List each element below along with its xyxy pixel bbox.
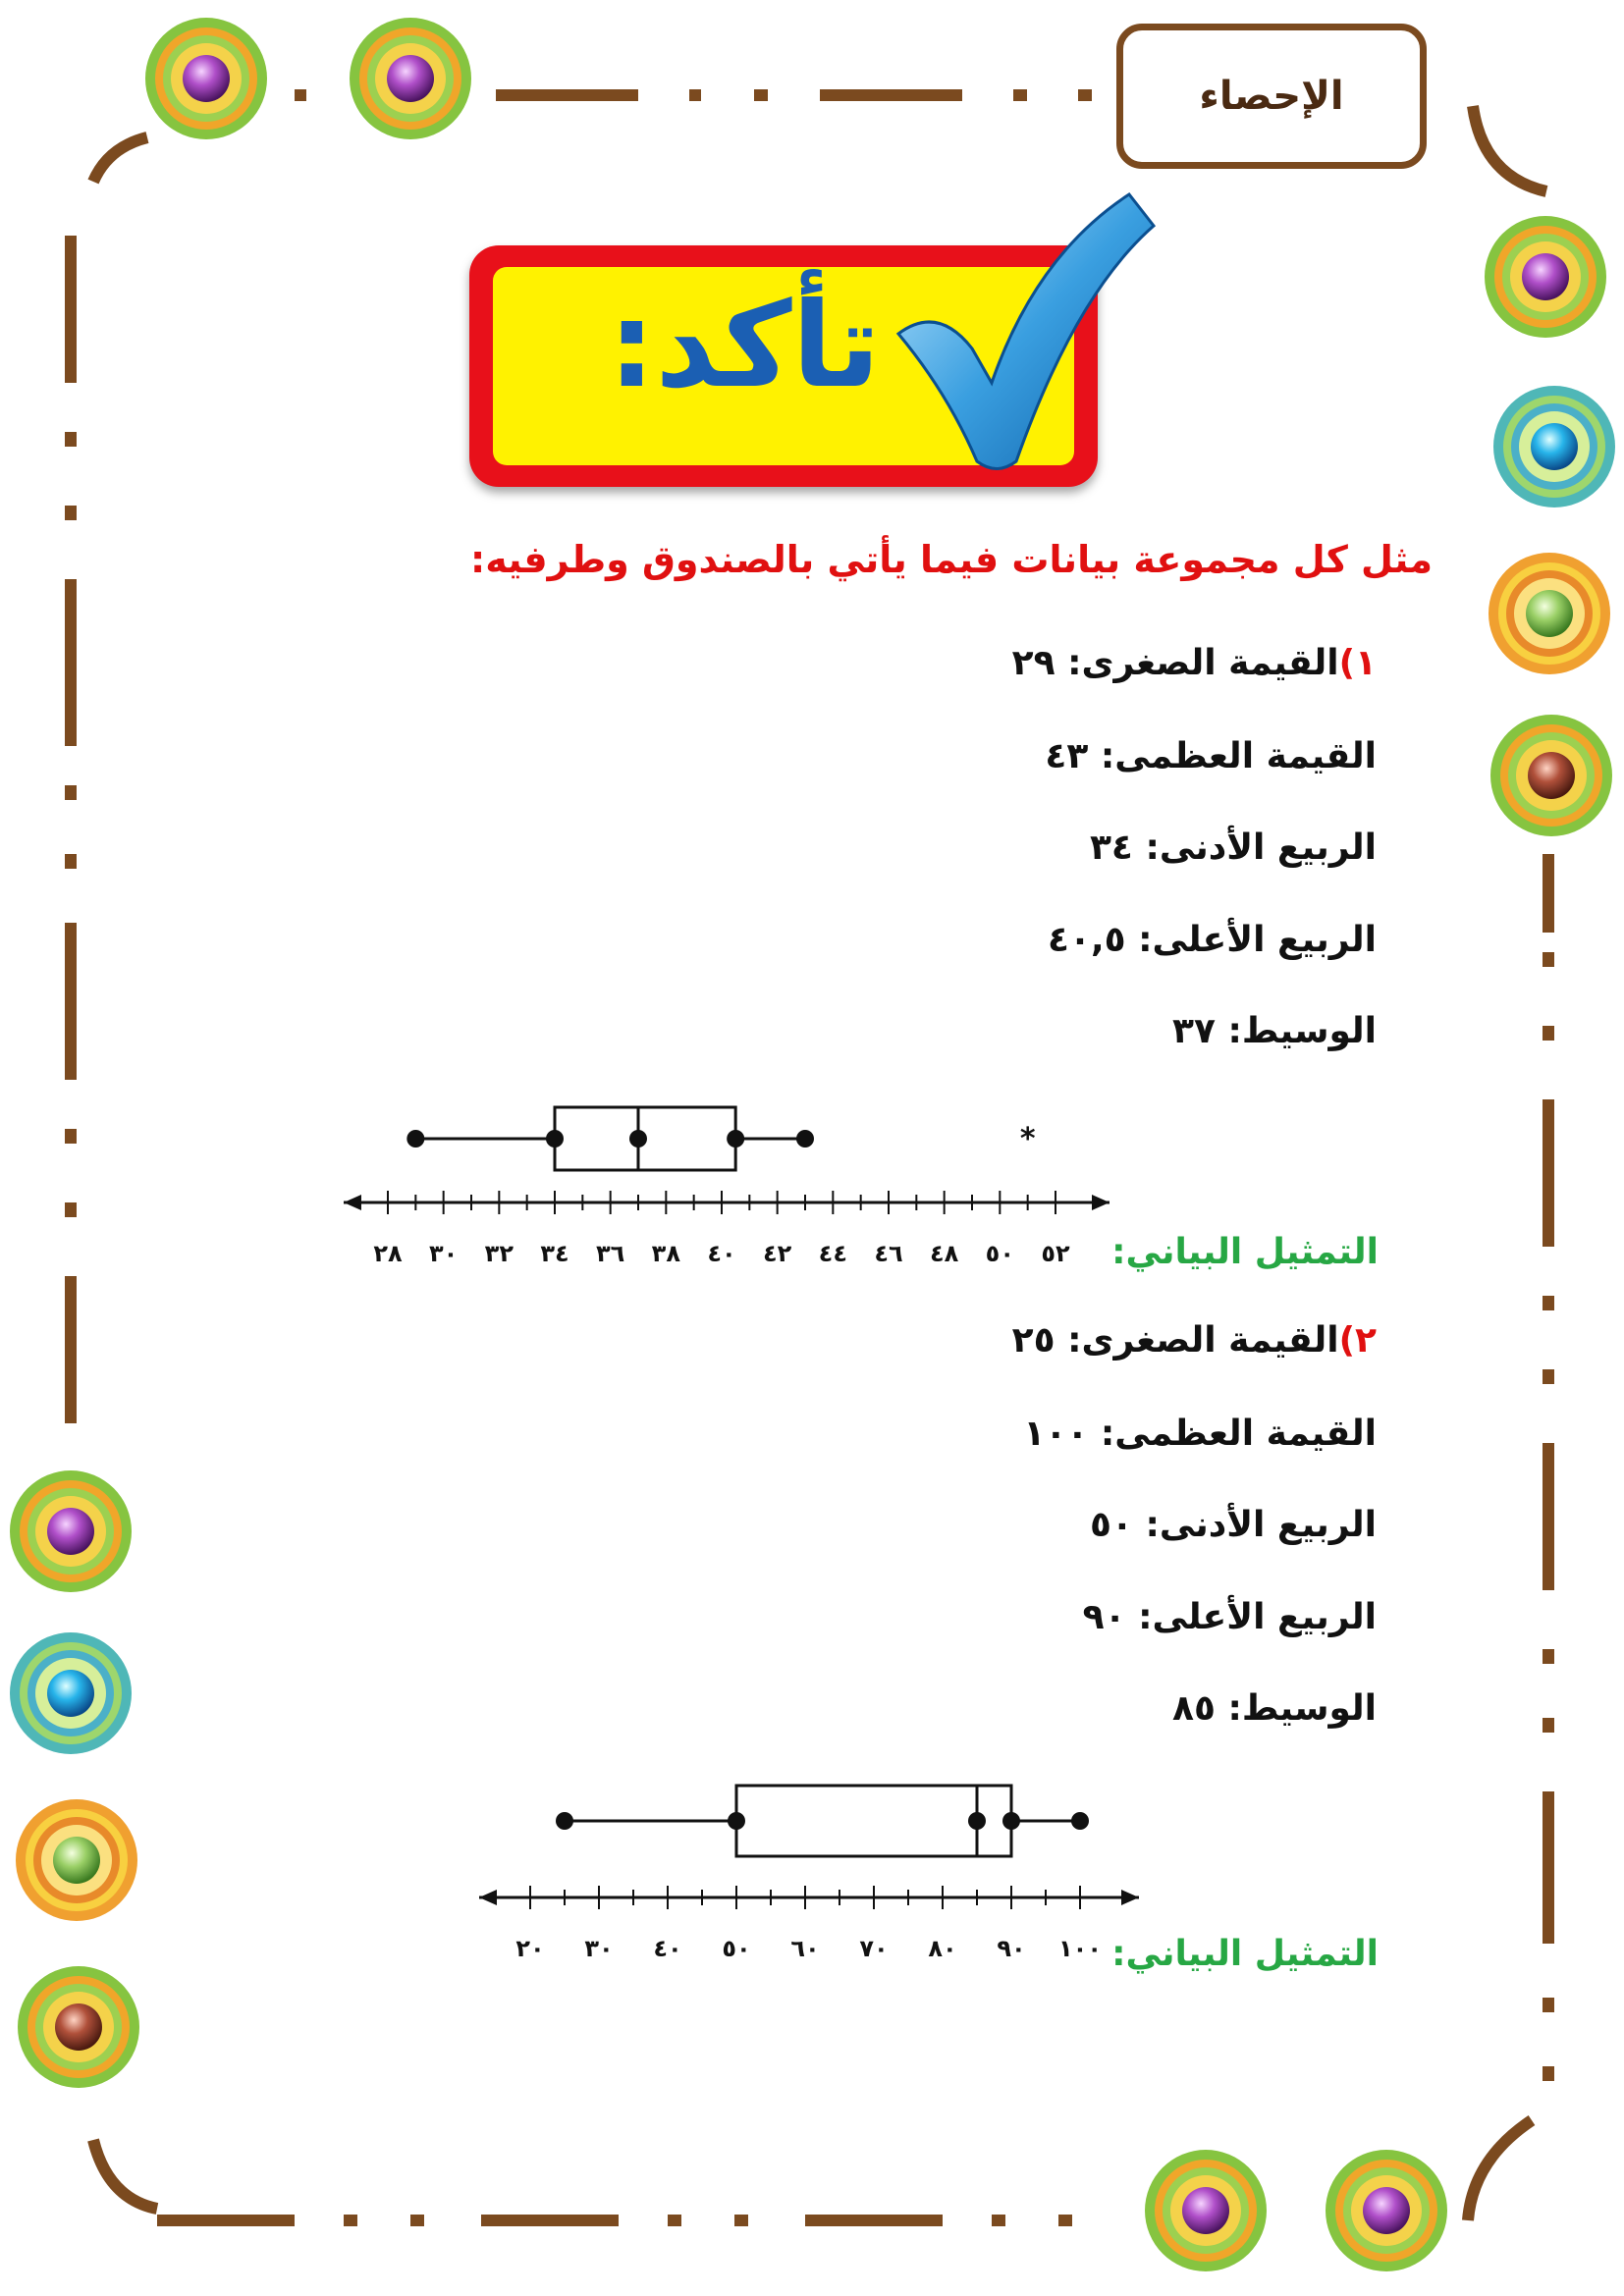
flower-icon	[1485, 216, 1606, 338]
problem-2-median: الوسيط: ٨٥	[1172, 1688, 1377, 1729]
problem-2-number: ٢)	[1338, 1320, 1377, 1361]
tick-label: ٨٠	[928, 1935, 957, 1962]
problem-1-q3: الربيع الأعلى: ٤٠,٥	[1048, 920, 1377, 960]
point-min	[556, 1812, 573, 1830]
tick-label: ٤٠	[653, 1935, 682, 1962]
problem-1-number: ١)	[1338, 643, 1377, 683]
point-min	[406, 1130, 424, 1148]
flower-icon	[1145, 2150, 1267, 2271]
tick-label: ٢٠	[515, 1935, 545, 1962]
checkmark-icon	[879, 187, 1164, 481]
point-q3	[727, 1130, 744, 1148]
axis-arrow-right	[1092, 1195, 1110, 1210]
tick-label: ٤٤	[818, 1240, 847, 1267]
tick-label: ٣٢	[484, 1240, 514, 1267]
tick-label: ٥٠	[985, 1240, 1014, 1267]
point-max	[1071, 1812, 1089, 1830]
problem-2-max: القيمة العظمى: ١٠٠	[1023, 1414, 1377, 1454]
axis-arrow-right	[1121, 1890, 1139, 1905]
problem-1-line-1	[689, 643, 1377, 683]
tick-label: ٤٦	[874, 1240, 903, 1267]
tick-label: ٣٤	[540, 1240, 569, 1267]
problem-2-line-1	[689, 1320, 1377, 1361]
problem-1-median: الوسيط: ٣٧	[1172, 1011, 1377, 1051]
point-median	[629, 1130, 647, 1148]
problem-1-max: القيمة العظمى: ٤٣	[1045, 736, 1377, 776]
point-q1	[546, 1130, 564, 1148]
flower-icon	[10, 1632, 132, 1754]
banner-title: تأكد:	[608, 278, 881, 414]
tick-label: ٤٠	[707, 1240, 736, 1267]
tick-label: ٧٠	[859, 1935, 889, 1962]
tick-label: ٢٨	[373, 1240, 403, 1267]
flower-icon	[145, 18, 267, 139]
axis-arrow-left	[344, 1195, 361, 1210]
graph-label-1: التمثيل البياني:	[1111, 1232, 1379, 1272]
tick-label: ٤٨	[930, 1240, 959, 1267]
problem-2-min: القيمة الصغرى: ٢٥	[1011, 1320, 1339, 1361]
problem-2-q1: الربيع الأدنى: ٥٠	[1089, 1505, 1377, 1545]
tick-label: ٥٠	[722, 1935, 751, 1962]
tick-label: ٣٠	[429, 1240, 459, 1267]
tick-label: ٩٠	[997, 1935, 1026, 1962]
tick-label: ١٠٠	[1058, 1935, 1102, 1962]
tick-label: ٣٦	[596, 1240, 625, 1267]
flower-icon	[1490, 715, 1612, 836]
problem-2-q3: الربيع الأعلى: ٩٠	[1082, 1597, 1377, 1637]
graph-label-2: التمثيل البياني:	[1111, 1934, 1379, 1974]
flower-icon	[1326, 2150, 1447, 2271]
instruction: مثل كل مجموعة بيانات فيما يأتي بالصندوق وطرفيه:	[470, 538, 1433, 581]
flower-icon	[1489, 553, 1610, 674]
tick-label: ٥٢	[1041, 1240, 1070, 1267]
problem-1-min: القيمة الصغرى: ٢٩	[1011, 643, 1339, 683]
point-max	[796, 1130, 814, 1148]
tick-label: ٤٢	[763, 1240, 792, 1267]
subject-title: الإحصاء	[1116, 24, 1427, 169]
point-q3	[1002, 1812, 1020, 1830]
tick-label: ٦٠	[790, 1935, 820, 1962]
outlier-mark: *	[1019, 1122, 1036, 1156]
flower-icon	[16, 1799, 137, 1921]
point-median	[968, 1812, 986, 1830]
flower-icon	[10, 1470, 132, 1592]
tick-label: ٣٨	[651, 1240, 680, 1267]
flower-icon	[1493, 386, 1615, 507]
problem-1-q1: الربيع الأدنى: ٣٤	[1089, 828, 1377, 868]
flower-icon	[18, 1966, 139, 2088]
point-q1	[728, 1812, 745, 1830]
tick-label: ٣٠	[584, 1935, 614, 1962]
axis-arrow-left	[479, 1890, 497, 1905]
flower-icon	[350, 18, 471, 139]
